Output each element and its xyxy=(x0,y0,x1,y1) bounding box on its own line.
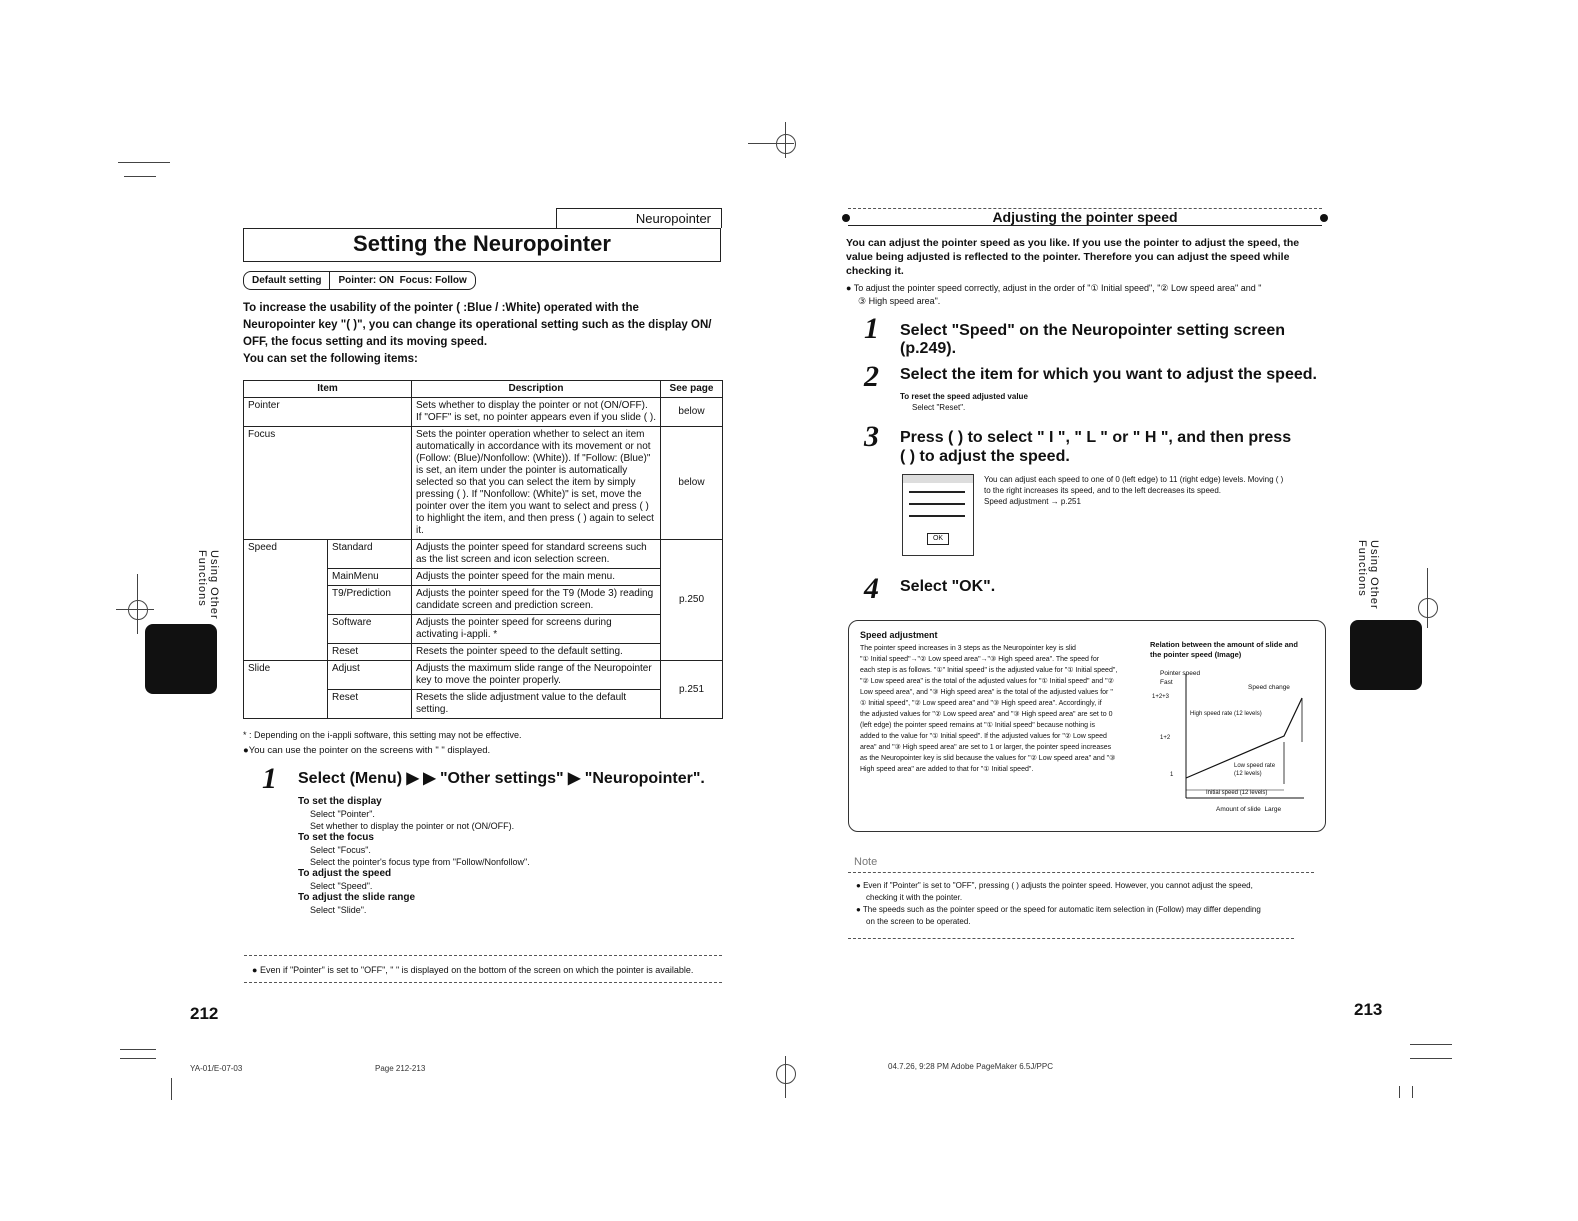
section-title: Adjusting the pointer speed xyxy=(992,209,1178,225)
graph-low-rate: Low speed rate (12 levels) xyxy=(1234,763,1276,777)
speed-graph xyxy=(1180,672,1310,804)
default-pointer-focus: Pointer: ON Focus: Follow xyxy=(329,272,474,289)
bullet-icon: ● xyxy=(856,881,864,890)
step-text: Press ( ) to select " I ", " L " or " H ", and then press ( ) to adjust the speed. xyxy=(900,429,1292,465)
crop-mark xyxy=(171,1078,172,1100)
graph-x-label: Amount of slide Large xyxy=(1216,806,1282,813)
registration-line xyxy=(137,574,138,634)
crop-mark xyxy=(120,1049,156,1050)
table-row: Focus Sets the pointer operation whether to select an item automatically in accordance with its movement or not (Follow: (Blue)/Nonfollow: (White)). If "Follow: (Blue)" is set, an item under the pointer is automatically selected so that you can select the item by simply pressing ( ). If "Nonfollow: (White)" is set, move the pointer over the item you want to select and press ( ) to highlight the item, and then press ( ) again to select it. below xyxy=(244,427,723,540)
col-see-page: See page xyxy=(661,381,723,398)
page-number: 213 xyxy=(1354,1000,1383,1019)
bullet-icon: ● xyxy=(252,965,258,975)
table-row: Pointer Sets whether to display the pointer or not (ON/OFF). If "OFF" is set, no pointer appears even if you slide ( ). below xyxy=(244,398,723,427)
registration-mark xyxy=(776,1064,796,1084)
default-setting-label: Default setting xyxy=(252,275,322,286)
step-number: 1 xyxy=(262,762,277,795)
bullet-icon xyxy=(1320,214,1328,222)
header-rule xyxy=(848,225,1322,226)
table-row: MainMenu Adjusts the pointer speed for the main menu. xyxy=(244,569,723,586)
footer-code: YA-01/E-07-03 xyxy=(190,1064,243,1073)
step-text: Select "OK". xyxy=(900,578,996,595)
note: ● Even if "Pointer" is set to "OFF", " " is displayed on the bottom of the screen on which the pointer is available. xyxy=(252,965,694,975)
section-tag: Neuropointer xyxy=(556,208,722,228)
table-row: T9/Prediction Adjusts the pointer speed for the T9 (Mode 3) reading candidate screen and prediction screen. xyxy=(244,586,723,615)
footnote: * : Depending on the i-appli software, this setting may not be effective. xyxy=(243,730,522,740)
graph-y-mark: 1+2+3 xyxy=(1152,694,1170,700)
footer-info: 04.7.26, 9:28 PM Adobe PageMaker 6.5J/PPC xyxy=(888,1062,1053,1071)
registration-mark xyxy=(128,600,148,620)
section-header xyxy=(842,206,1328,228)
step-number: 3 xyxy=(864,420,879,453)
settings-table xyxy=(243,380,723,719)
bullet-icon: ● xyxy=(243,745,249,756)
notes-title: Note xyxy=(854,856,878,868)
graph-y-mark: 1 xyxy=(1170,772,1174,778)
table-row: Reset Resets the pointer speed to the default setting. xyxy=(244,644,723,661)
bullet-icon: ● xyxy=(846,283,854,293)
notes: ● Even if "Pointer" is set to "OFF", pressing ( ) adjusts the pointer speed. However, you cannot adjust the speed, checking it with the pointer. ● The speeds such as the pointer speed or the speed for automatic item selection in (Follow) may differ depending on the screen to be operated. xyxy=(856,881,1261,926)
default-setting-box xyxy=(243,271,476,290)
step-text: Select the item for which you want to adjust the speed. xyxy=(900,366,1317,383)
graph-y-fast: Fast xyxy=(1160,679,1173,686)
speed-adjustment-text: The pointer speed increases in 3 steps as the Neuropointer key is slid "① Initial speed"→"② Low speed area"→"③ High speed area". The speed for each step is as follows. "①" Initial speed" is the adjusted value for "① Initial speed", "② Low speed area" is the total of the adjusted values for "① Initial speed" and "② Low speed area", and "③ High speed area" is the total of the adjusted values for " ① Initial speed", "② Low speed area" and "③ High speed area". Accordingly, if the adjusted values for "② Low speed area" and "③ High speed area" are set to 0 (left edge) the pointer speed remains at "① Initial speed" because nothing is added to the value for "① Initial speed". If the adjusted values for "② Low speed area" and "③ High speed area" are set to 1 or larger, the pointer speed increases as the Neuropointer key is slid because the values for "② Low speed area" and "③ High speed area" are added to that for "① Initial speed". xyxy=(860,645,1118,773)
note-divider xyxy=(244,982,722,983)
graph-high-rate: High speed rate (12 levels) xyxy=(1190,711,1262,717)
bullet-icon xyxy=(842,214,850,222)
bullet-icon: ● xyxy=(856,905,863,914)
side-tab xyxy=(1350,620,1422,690)
registration-line xyxy=(116,609,154,610)
crop-mark xyxy=(124,176,156,177)
table-row: Slide Adjust Adjusts the maximum slide range of the Neuropointer key to move the pointer properly. p.251 xyxy=(244,661,723,690)
header-rule xyxy=(848,208,1322,209)
registration-mark xyxy=(776,134,796,154)
step3-description: You can adjust each speed to one of 0 (left edge) to 11 (right edge) levels. Moving ( ) to the right increases its speed, and to the left decreases its speed. Speed adjustment → p.251 xyxy=(984,475,1284,506)
intro-text: To increase the usability of the pointer ( :Blue / :White) operated with the Neuropointer key "( )", you can change its operational setting such as the display ON/ OFF, the focus setting and its moving speed. You can set the following items: xyxy=(243,302,712,365)
crop-mark xyxy=(1412,1086,1413,1098)
side-label: Using Other Functions xyxy=(196,550,220,620)
notes-divider xyxy=(848,872,1314,873)
step-number: 1 xyxy=(864,312,879,345)
footnote-bullet: ●You can use the pointer on the screens with " " displayed. xyxy=(243,745,491,756)
tip: ● To adjust the pointer speed correctly, adjust in the order of "① Initial speed", "② Low speed area" and " ③ High speed area". xyxy=(846,283,1262,306)
page-title: Setting the Neuropointer xyxy=(243,228,721,262)
table-row: Software Adjusts the pointer speed for screens during activating i-appli. * xyxy=(244,615,723,644)
step-text: Select "Speed" on the Neuropointer setting screen (p.249). xyxy=(900,322,1286,357)
graph-y-mark: 1+2 xyxy=(1160,735,1171,741)
speed-adjustment-title: Speed adjustment xyxy=(860,630,938,640)
registration-line xyxy=(1427,568,1428,628)
notes-divider xyxy=(848,938,1294,939)
graph-title: Relation between the amount of slide and the pointer speed (Image) xyxy=(1150,640,1298,659)
step-substep: To reset the speed adjusted value Select "Reset". xyxy=(900,392,1028,412)
col-description: Description xyxy=(412,381,661,398)
phone-screen-thumbnail xyxy=(902,474,974,556)
graph-speed-change: Speed change xyxy=(1248,684,1290,691)
side-label: Using Other Functions xyxy=(1356,540,1380,610)
page-number: 212 xyxy=(190,1004,219,1023)
step-number: 2 xyxy=(864,360,879,393)
crop-mark xyxy=(1410,1058,1452,1059)
table-row: Reset Resets the slide adjustment value to the default setting. xyxy=(244,690,723,719)
intro-text: You can adjust the pointer speed as you like. If you use the pointer to adjust the speed, the value being adjusted is reflected to the pointer. Therefore you can adjust the speed while checking it. xyxy=(846,237,1300,277)
col-item: Item xyxy=(244,381,412,398)
crop-mark xyxy=(1399,1086,1400,1098)
graph-initial: Initial speed (12 levels) xyxy=(1206,790,1268,796)
ok-button[interactable]: OK xyxy=(927,533,949,545)
crop-mark xyxy=(120,1058,156,1059)
registration-mark xyxy=(1418,598,1438,618)
table-row: Speed Standard Adjusts the pointer speed for standard screens such as the list screen and icon selection screen. p.250 xyxy=(244,540,723,569)
footer-pages: Page 212-213 xyxy=(375,1064,426,1073)
step-number: 4 xyxy=(864,572,879,605)
registration-line xyxy=(748,143,794,144)
step-substeps: To set the display Select "Pointer". Set whether to display the pointer or not (ON/OFF). To set the focus Select "Focus". Select the pointer's focus type from "Follow/Nonfollow". To adjust the speed Select "Speed". To adjust the slide range Select "Slide". xyxy=(298,796,530,915)
side-tab xyxy=(145,624,217,694)
registration-line xyxy=(785,122,786,158)
registration-line xyxy=(785,1056,786,1098)
step-text: Select (Menu) ▶ ▶ "Other settings" ▶ "Neuropointer". xyxy=(298,770,705,787)
crop-mark xyxy=(118,162,170,163)
note-divider xyxy=(244,955,722,956)
crop-mark xyxy=(1410,1044,1452,1045)
graph-y-label: Pointer speed xyxy=(1160,670,1201,677)
